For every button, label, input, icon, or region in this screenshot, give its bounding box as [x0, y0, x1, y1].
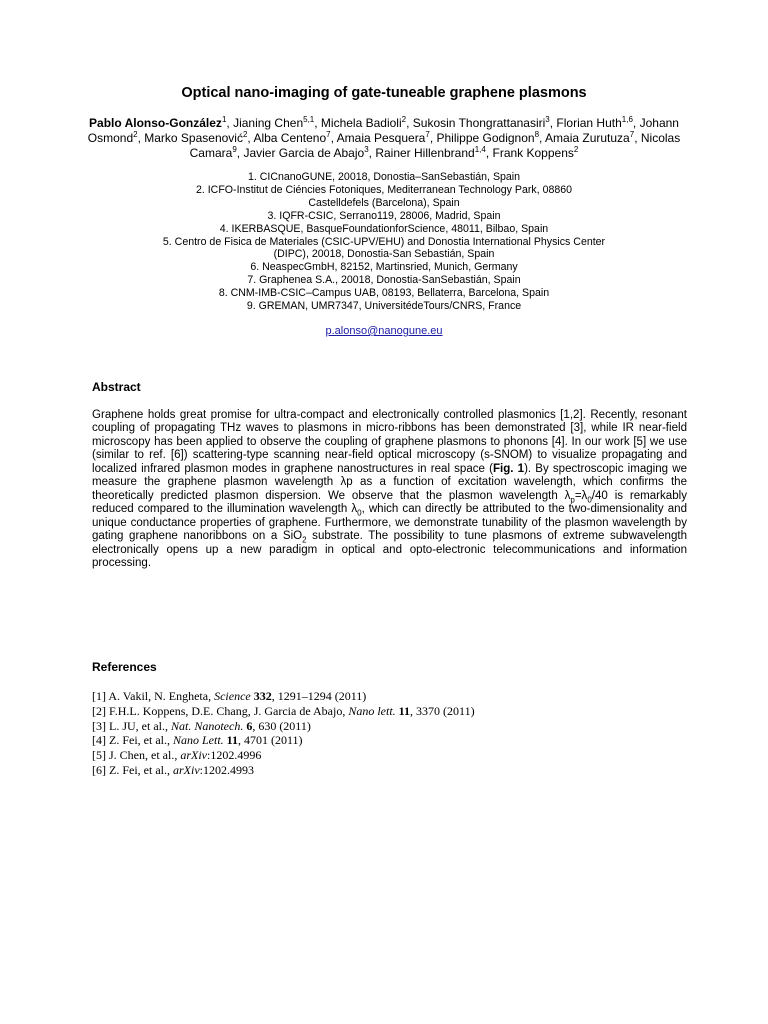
paper-title: Optical nano-imaging of gate-tuneable graphene plasmons: [181, 85, 587, 101]
abstract-paragraph: [92, 409, 687, 570]
reference-list: [92, 689, 652, 778]
reference-item: [92, 748, 652, 763]
author-affiliation: 5,1: [303, 115, 315, 124]
subscript: 2: [302, 535, 307, 545]
ref-pages: , 4701 (2011): [238, 733, 303, 748]
contact-email-link[interactable]: p.alonso@nanogune.eu: [325, 325, 443, 337]
abstract-text: substrate. The possibility to tune plasmons of extreme subwavelength electronically opens up a new paradigm in optical and opto-electronic telecommunications and information processing.: [92, 530, 688, 569]
author-name: Jianing Chen: [233, 116, 304, 130]
affiliation-line: 1. CICnanoGUNE, 20018, Donostia–SanSebastián, Spain: [247, 171, 521, 183]
figure-reference: Fig. 1: [492, 462, 525, 475]
author-affiliation: 7: [326, 130, 331, 139]
affiliation-line: 3. IQFR-CSIC, Serrano119, 28006, Madrid, Spain: [267, 209, 501, 222]
ref-authors: [6] Z. Fei, et al.,: [92, 762, 173, 777]
abstract-text: ). By spectroscopic imaging we measure the graphene plasmon wavelength λp as a function of excitation wavelength, which confirms the theoretically predicted plasmon dispersion. We observe that the plasmon wavelength λ: [92, 462, 688, 502]
ref-volume: 11: [398, 703, 411, 718]
ref-journal: Science: [214, 689, 251, 703]
author-affiliation: 1: [221, 115, 227, 124]
reference-item: [92, 689, 652, 704]
affiliation-line: 7. Graphenea S.A., 20018, Donostia-SanSebastián, Spain: [247, 274, 521, 287]
author-affiliation: 3: [545, 115, 550, 124]
affiliation-line: (DIPC), 20018, Donostia-San Sebastián, Spain: [273, 248, 495, 261]
affiliation-line: 6. NeaspecGmbH, 82152, Martinsried, Munich, Germany: [250, 261, 518, 274]
ref-pages: :1202.4996: [206, 748, 262, 763]
ref-journal: Nano lett.: [348, 703, 396, 718]
ref-volume: 332: [253, 689, 272, 703]
affiliation-line: 8. CNM-IMB-CSIC–Campus UAB, 08193, Bellaterra, Barcelona, Spain: [218, 287, 550, 300]
affiliation-line: 5. Centro de Fisica de Materiales (CSIC-UPV/EHU) and Donostia International Physics Center: [162, 235, 606, 248]
subscript: 0: [357, 508, 362, 518]
author-name: Frank Koppens: [492, 146, 574, 160]
ref-journal: Nano Lett.: [172, 733, 224, 748]
affiliation-line: 2. ICFO-Institut de Ciéncies Fotoniques, Mediterranean Technology Park, 08860: [195, 183, 573, 196]
reference-item: [92, 763, 652, 778]
ref-journal: Nat. Nanotech.: [170, 718, 244, 733]
ref-journal: arXiv: [172, 762, 200, 777]
author-name: Marko Spasenović: [144, 131, 243, 145]
author-name: Johann Osmond: [87, 116, 679, 145]
author-affiliation: 7: [629, 130, 635, 139]
author-affiliation: 2: [573, 145, 579, 154]
ref-pages: , 1291–1294 (2011): [271, 689, 367, 703]
author-affiliation: 2: [401, 115, 407, 124]
reference-item: [92, 719, 652, 734]
author-name: Sukosin Thongrattanasiri: [412, 116, 546, 130]
subscript: p: [570, 495, 575, 505]
ref-authors: [1] A. Vakil, N. Engheta,: [92, 689, 215, 703]
abstract-text: =λ: [574, 489, 588, 502]
reference-item: [92, 733, 652, 748]
author-affiliation: 2: [133, 130, 138, 139]
ref-pages: , 3370 (2011): [410, 703, 475, 718]
author-affiliation: 1,4: [474, 145, 486, 154]
ref-pages: , 630 (2011): [252, 718, 311, 733]
author-name: Michela Badioli: [320, 116, 402, 130]
reference-item: [92, 704, 652, 719]
abstract-text: /40 is remarkably reduced compared to the illumination wavelength λ: [92, 489, 687, 516]
author-affiliation: 3: [364, 145, 369, 154]
author-name: Alba Centeno: [253, 131, 327, 145]
ref-volume: 6: [246, 718, 253, 733]
author-name: Rainer Hillenbrand: [375, 146, 475, 160]
abstract-text: , which can directly be attributed to the two-dimensionality and unique conductance properties of graphene. Furthermore, we demonstrate tunability of the plasmon wavelength by gating graphene nanoribbons on a SiO: [92, 503, 687, 543]
author-name: Amaia Zurutuza: [545, 131, 630, 145]
ref-volume: 11: [226, 733, 238, 748]
ref-authors: [2] F.H.L. Koppens, D.E. Chang, J. Garcia de Abajo,: [92, 703, 349, 718]
author-name: Florian Huth: [556, 116, 622, 130]
author-affiliation: 8: [534, 130, 540, 139]
ref-authors: [4] Z. Fei, et al.,: [92, 733, 173, 748]
author-list: Pablo Alonso-González$^1$, Jianing Chen$^{5,1}$, Michela Badioli$^2$, Sukosin Thongrattanasiri$^3$, Florian Huth$^{1,6}$, Johann Osmond$^2$, Marko Spasenović$^2$, Alba Centeno$^7$, Amaia Pesquera$^7$, Philippe Godignon$^8$, Amaia Zurutuza$^7$, Nicolas Camara$^9$, Javier Garcia de Abajo$^3$, Rainer Hillenbrand$^{1,4}$, Frank Koppens$^2$: [87, 115, 681, 160]
ref-authors: [5] J. Chen, et al.,: [92, 748, 181, 763]
affiliation-line: 9. GREMAN, UMR7347, UniversitédeTours/CNRS, France: [246, 300, 522, 313]
author-name: Javier Garcia de Abajo: [243, 146, 365, 160]
author-affiliation: 7: [425, 130, 430, 139]
abstract-text: Graphene holds great promise for ultra-compact and electronically controlled plasmonics [1,2]. Recently, resonant coupling of propagating THz waves to plasmons in micro-ribbons has been demonstrated [3], while IR near-field microscopy has been applied to observe the coupling of graphene plasmons to phonons [4]. In our work [5] we use (similar to ref. [6]) scattering-type scanning near-field optical microscopy (s-SNOM) to visualize propagating and localized infrared plasmon modes in graphene nanostructures in real space (: [92, 409, 687, 475]
affiliation-list: [100, 171, 668, 313]
ref-pages: :1202.4993: [199, 762, 254, 777]
author-name: Philippe Godignon: [436, 131, 535, 145]
references-heading: References: [92, 660, 157, 674]
author-name: Nicolas Camara: [189, 131, 681, 160]
abstract-heading: Abstract: [92, 380, 141, 394]
author-name: Amaia Pesquera: [336, 131, 426, 145]
author-affiliation: 2: [242, 130, 248, 139]
author-name: Pablo Alonso-González: [89, 116, 222, 130]
ref-authors: [3] L. JU, et al.,: [92, 718, 171, 733]
contact-email-line: [0, 325, 768, 337]
affiliation-line: Castelldefels (Barcelona), Spain: [308, 196, 460, 209]
author-affiliation: 1,6: [621, 115, 633, 124]
ref-journal: arXiv: [180, 748, 207, 763]
affiliation-line: 4. IKERBASQUE, BasqueFoundationforScience, 48011, Bilbao, Spain: [219, 222, 549, 235]
subscript: 0: [587, 495, 592, 505]
abstract-body: [92, 409, 687, 570]
author-affiliation: 9: [232, 145, 237, 154]
